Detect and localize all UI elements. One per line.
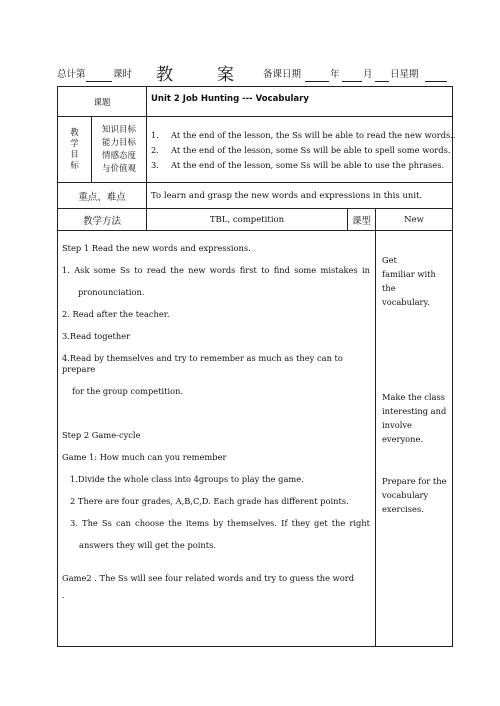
step1-line: for the group competition. [72,386,184,396]
method-label: 教学方法 [58,209,147,231]
game1-title: Game 1: How much can you remember [62,452,227,462]
topic-title: Unit 2 Job Hunting --- Vocabulary [147,87,453,117]
title-char-an: 案 [217,65,234,85]
note-line: interesting and [382,406,447,416]
objective-item [151,143,451,158]
objective-text: At the end of the lesson, some Ss will be able to spell some words. [171,145,451,155]
lesson-suffix: 课时 [113,69,133,80]
objectives [147,117,456,183]
type-label: 课型 [348,209,376,231]
notes-cell [376,231,453,647]
note-line: vocabulary. [382,297,430,307]
goals-row [58,117,453,183]
topic-label: 课题 [58,87,147,117]
objective-item [151,158,446,173]
step1-line: 2. Read after the teacher. [62,309,170,319]
note-line: familiar with the [382,269,436,293]
key-points-row [58,183,453,209]
game1-line: answers they will get the points. [79,540,216,550]
note-line: exercises. [382,504,424,514]
title-char-jiao: 教 [156,65,173,85]
lesson-plan-table [57,86,456,647]
goal-type: 能力目标 [102,137,137,148]
step1-line: pronounciation. [78,287,145,297]
objective-num: 3. [151,160,159,170]
note-line: Prepare for the [382,476,447,486]
game1-line: 2 There are four grades, A,B,C,D. Each grade has different points. [70,496,349,506]
step1-title: Step 1 Read the new words and expressions. [62,243,251,253]
key-points-text: To learn and grasp the new words and expressions in this unit. [147,183,453,209]
method-row [58,209,453,231]
goal-type: 情感态度 [102,150,137,161]
game2-line: Game2 . The Ss will see four related words and try to guess the word [62,573,355,583]
game1-line: 1.Divide the whole class into 4groups to play the game. [70,474,304,484]
step2-title: Step 2 Game-cycle [62,430,141,440]
day-week-label: 日星期 [390,69,419,80]
objective-num: 1. [151,130,159,140]
total-prefix: 总计第 [57,69,86,80]
key-points-label: 重点、难点 [58,183,147,209]
objective-text: At the end of the lesson, some Ss will be able to use the phrases. [171,160,445,170]
prep-date-label: 备课日期 [263,69,302,80]
type-value: New [376,209,453,231]
game2-dot: . [62,590,65,600]
procedure-cell [58,231,376,647]
year-label: 年 [330,69,340,80]
note-line: Get [382,255,397,265]
goals-label [58,117,92,183]
goal-types [92,117,147,183]
note-line: everyone. [382,434,424,444]
procedure-row [58,231,453,647]
step1-line: 3.Read together [62,331,131,341]
note-line: involve [382,420,412,430]
topic-row [58,87,453,117]
game1-line: 3. The Ss can choose the items by themselves. If they get the right [70,518,371,528]
method-value: TBL, competition [147,209,348,231]
note-line: Make the class [382,392,446,402]
step1-line: 1. Ask some Ss to read the new words first to find some mistakes in [62,265,371,275]
goals-label-text: 教学目标 [70,127,79,171]
note-line: vocabulary [382,490,429,500]
step1-line: 4.Read by themselves and try to remember as much as they can to prepare [62,353,343,374]
month-label: 月 [363,69,373,80]
goal-type: 知识目标 [102,124,137,135]
objective-item [151,128,456,143]
objective-text: At the end of the lesson, the Ss will be able to read the new words.. [171,130,456,140]
lesson-plan-header [57,60,449,85]
objective-num: 2. [151,145,159,155]
goal-type: 与价值观 [102,163,137,174]
